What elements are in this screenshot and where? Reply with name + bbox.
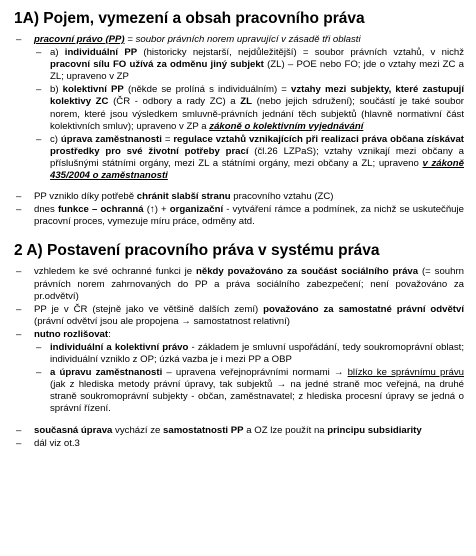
- list-item: [14, 34, 464, 182]
- list-item: – PP je v ČR (stejně jako ve většině dalších zemí) považováno za samostatné právní odvětví (právní odvětví jsou ale propojena → samostatnost relativní): [16, 303, 464, 327]
- list-item: – PP vzniklo díky potřebě chránit slabší stranu pracovního vztahu (ZC): [16, 191, 334, 203]
- bullet-dash: –: [36, 133, 42, 145]
- list-item: – dnes funkce – ochranná (↑) + organizační - vytváření rámce a podmínek, za nichž se uskutečňuje pracovní proces, vymezuje míru práce, odměny atd.: [16, 204, 464, 228]
- sub-item-zamestnanost: – c) úprava zaměstnanosti = regulace vztahů vznikajících při realizaci práva občana získávat prostředky pro své životní potřeby prací (čl.26 LZPaS); vztahy vznikají mezi občany a příslušnými státními orgány, mezi ZL a státními orgány, mezi občany a ZL; upraveno v zákoně 435/2004 o zaměstnanosti: [36, 133, 464, 182]
- bullet-dash: –: [16, 424, 22, 436]
- term-pracovni-pravo: pracovní právo (PP): [34, 34, 125, 45]
- law-reference: zákoně o kolektivním vyjednávání: [209, 120, 364, 132]
- spacer: [14, 183, 464, 191]
- sub-list: [34, 342, 464, 416]
- bullet-dash: –: [16, 204, 22, 216]
- section-1-heading: 1A) Pojem, vymezení a obsah pracovního práva: [14, 10, 365, 27]
- bullet-dash: –: [36, 47, 42, 59]
- bullet-dash: –: [16, 303, 22, 315]
- list-item: – nutno rozlišovat: – individuální a kolektivní právo - základem je smluvní uspořádání, tedy soukromoprávní oblast; individuální vzniklo z OP; úzká vazba je i mezi PP a OBP – a úpravu zaměstnanosti – upravena veřejnoprávními normami → blízko ke správnímu právu (jak z hlediska metody právní úpravy, tak subjektů → na jedné straně moc veřejná, na druhé straně soukromoprávní subjekty - občan, zaměstnavatel; z hlediska procesní úpravy se jedná o správní řízení.: [16, 328, 464, 415]
- sub-list: [34, 47, 464, 182]
- sub-item-individualni: – a) individuální PP (historicky nejstarší, nejdůležitější) = soubor právních vztahů, v nichž pracovní sílu FO užívá za odměnu jiný subjekt (ZL) – POE nebo FO; jde o vztahy mezi ZC a ZL; upraveno v ZP: [36, 47, 465, 83]
- bullet-dash: –: [36, 84, 42, 96]
- bullet-dash: –: [16, 328, 22, 340]
- bullet-dash: –: [16, 266, 22, 278]
- bullet-dash: –: [16, 191, 22, 203]
- bullet-dash: –: [36, 367, 42, 379]
- law-reference: v zákoně 435/2004 o zaměstnanosti: [50, 157, 464, 182]
- list-item: – současná úprava vychází ze samostatnosti PP a OZ lze použít na principu subsidiarity: [16, 424, 422, 436]
- spacer: [14, 417, 464, 425]
- section-2-heading: 2 A) Postavení pracovního práva v systému práva: [14, 242, 380, 260]
- sub-item-individualni-kolektivni: – individuální a kolektivní právo - základem je smluvní uspořádání, tedy soukromoprávní oblast; individuální vzniklo z OP; úzká vazba je i mezi PP a OBP: [36, 341, 464, 366]
- bullet-dash: –: [16, 34, 22, 45]
- section-2-list: [14, 266, 464, 449]
- sub-item-kolektivni: – b) kolektivní PP (někde se prolíná s individuálním) = vztahy mezi subjekty, které zastupují kolektivy ZC (ČR - odbory a rady ZC) a ZL (nebo jejich sdružení); součástí je také soubor norem, které jsou výsledkem smluvně-právních jednání těch subjektů (hlavně normativní část kolektivních smluv); upraveno v ZP a zákoně o kolektivním vyjednávání: [36, 84, 465, 132]
- list-item: – vzhledem ke své ochranné funkci je někdy považováno za součást sociálního práva (= souhrn právních norem zahrnovaných do PP a práva sociálního zabezpečení; není považováno za pr.odvětví): [16, 266, 464, 302]
- section-1-list: [14, 34, 464, 228]
- definition-text: = soubor právních norem upravující v zásadě tři oblasti: [124, 34, 361, 45]
- sub-item-uprava-zamestnanosti: – a úpravu zaměstnanosti – upravena veřejnoprávními normami → blízko ke správnímu právu (jak z hlediska metody právní úpravy, tak subjektů → na jedné straně moc veřejná, na druhé straně soukromoprávní subjekty - občan, zaměstnavatel; z hlediska procesní úpravy se jedná o správní řízení.: [36, 367, 464, 415]
- list-item: – dál viz ot.3: [16, 437, 80, 449]
- bullet-dash: –: [16, 437, 22, 449]
- bullet-dash: –: [36, 341, 42, 353]
